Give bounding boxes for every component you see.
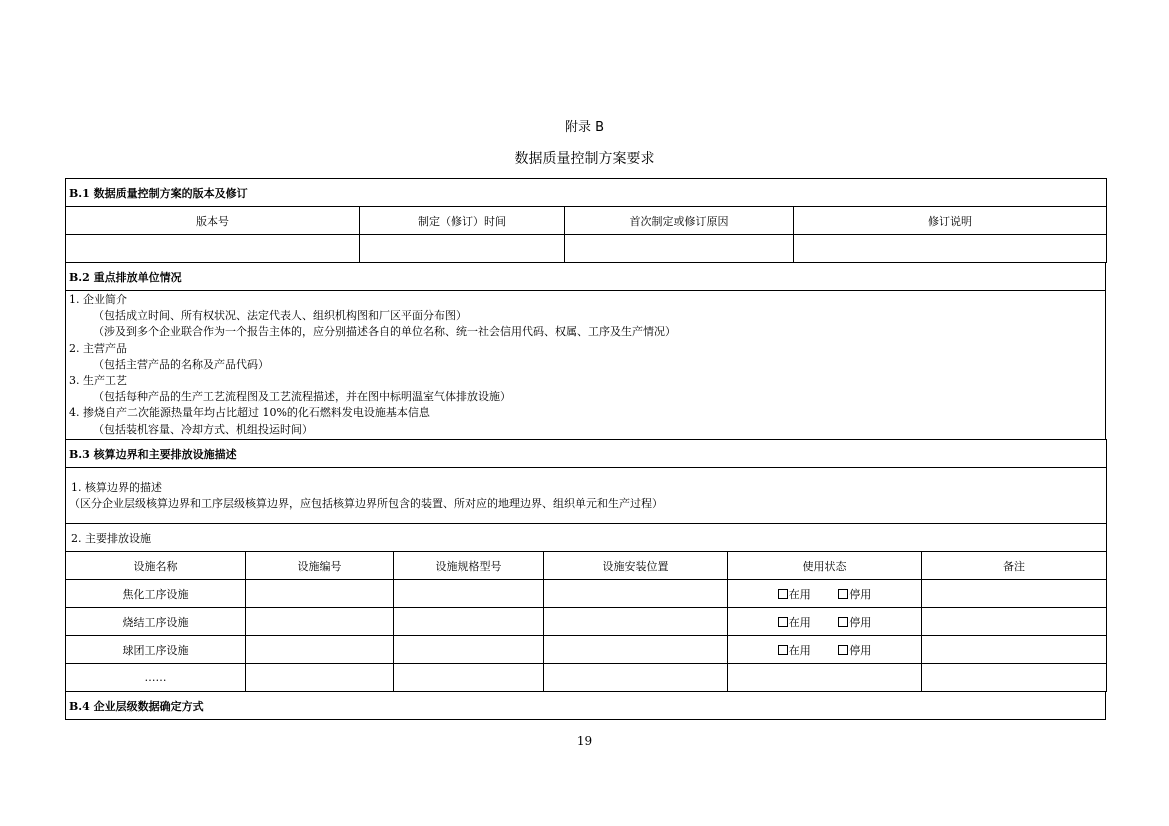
status-stopped-option[interactable]: 停用 xyxy=(838,642,871,658)
facility-status-cell[interactable] xyxy=(728,664,922,692)
b4-table xyxy=(65,691,1106,720)
b2-line: 1. 企业简介 xyxy=(69,293,127,306)
facility-status-cell xyxy=(728,580,922,608)
b2-line: 3. 生产工艺 xyxy=(69,374,127,388)
facility-status-cell xyxy=(728,636,922,664)
status-in-use-option[interactable]: 在用 xyxy=(778,642,811,658)
b2-line: （包括装机容量、冷却方式、机组投运时间） xyxy=(93,422,313,436)
facility-header-name: 设施名称 xyxy=(66,552,246,580)
facility-id-cell[interactable] xyxy=(246,580,394,608)
table-row xyxy=(66,580,1107,608)
b1-header-notes: 修订说明 xyxy=(794,207,1107,235)
checkbox-icon[interactable] xyxy=(838,617,848,627)
b4-section-title: B.4 企业层级数据确定方式 xyxy=(66,692,1106,720)
b3-boundary-heading: 1. 核算边界的描述 xyxy=(71,480,162,494)
b1-header-reason: 首次制定或修订原因 xyxy=(565,207,794,235)
status-stopped-option[interactable]: 停用 xyxy=(838,586,871,602)
facility-location-cell[interactable] xyxy=(544,580,728,608)
facility-header-location: 设施安装位置 xyxy=(544,552,728,580)
b1-header-time: 制定（修订）时间 xyxy=(360,207,565,235)
b2-line: （涉及到多个企业联合作为一个报告主体的，应分别描述各自的单位名称、统一社会信用代码、权属、工序及生产情况） xyxy=(93,325,676,339)
facility-location-cell[interactable] xyxy=(544,664,728,692)
facility-id-cell[interactable] xyxy=(246,608,394,636)
facility-model-cell[interactable] xyxy=(394,608,544,636)
b2-line: 4. 掺烧自产二次能源热量年均占比超过 10%的化石燃料发电设施基本信息 xyxy=(69,406,430,420)
b3-table xyxy=(65,439,1107,692)
b1-cell-reason[interactable] xyxy=(565,235,794,263)
b2-content xyxy=(66,291,1106,440)
status-in-use-option[interactable]: 在用 xyxy=(778,586,811,602)
status-in-use-option[interactable]: 在用 xyxy=(778,614,811,630)
checkbox-icon[interactable] xyxy=(778,617,788,627)
checkbox-icon[interactable] xyxy=(778,589,788,599)
b2-table xyxy=(65,262,1106,440)
facility-id-cell[interactable] xyxy=(246,636,394,664)
facility-model-cell[interactable] xyxy=(394,636,544,664)
facility-location-cell[interactable] xyxy=(544,636,728,664)
appendix-label: 附录 B xyxy=(564,120,605,135)
facility-header-id: 设施编号 xyxy=(246,552,394,580)
checkbox-icon[interactable] xyxy=(778,645,788,655)
facility-location-cell[interactable] xyxy=(544,608,728,636)
b1-cell-version[interactable] xyxy=(66,235,360,263)
b1-cell-time[interactable] xyxy=(360,235,565,263)
b2-section-title: B.2 重点排放单位情况 xyxy=(66,263,1106,291)
b2-line: （包括主营产品的名称及产品代码） xyxy=(93,357,269,371)
b2-line: （包括成立时间、所有权状况、法定代表人、组织机构图和厂区平面分布图） xyxy=(93,309,467,323)
table-row xyxy=(66,608,1107,636)
facility-header-model: 设施规格型号 xyxy=(394,552,544,580)
facility-header-status: 使用状态 xyxy=(728,552,922,580)
b1-table xyxy=(65,178,1107,263)
b3-facilities-label: 2. 主要排放设施 xyxy=(66,524,1107,552)
table-row xyxy=(66,664,1107,692)
facility-name: …… xyxy=(66,664,246,692)
b2-line: （包括每种产品的生产工艺流程图及工艺流程描述，并在图中标明温室气体排放设施） xyxy=(93,390,511,404)
page-number: 19 xyxy=(576,734,593,748)
facility-remarks-cell[interactable] xyxy=(922,608,1107,636)
b3-boundary-desc: （区分企业层级核算边界和工序层级核算边界，应包括核算边界所包含的装置、所对应的地理边界、组织单元和生产过程） xyxy=(69,496,663,510)
table-row xyxy=(66,636,1107,664)
facility-name: 焦化工序设施 xyxy=(66,580,246,608)
checkbox-icon[interactable] xyxy=(838,589,848,599)
b1-cell-notes[interactable] xyxy=(794,235,1107,263)
facility-status-cell xyxy=(728,608,922,636)
facility-remarks-cell[interactable] xyxy=(922,580,1107,608)
facility-header-remarks: 备注 xyxy=(922,552,1107,580)
facility-id-cell[interactable] xyxy=(246,664,394,692)
facility-name: 烧结工序设施 xyxy=(66,608,246,636)
facility-remarks-cell[interactable] xyxy=(922,636,1107,664)
facility-model-cell[interactable] xyxy=(394,580,544,608)
document-title: 数据质量控制方案要求 xyxy=(514,151,655,167)
form-container xyxy=(65,178,1106,720)
facility-remarks-cell[interactable] xyxy=(922,664,1107,692)
b3-boundary-content xyxy=(66,468,1107,524)
b1-section-title: B.1 数据质量控制方案的版本及修订 xyxy=(66,179,1107,207)
b3-section-title: B.3 核算边界和主要排放设施描述 xyxy=(66,440,1107,468)
checkbox-icon[interactable] xyxy=(838,645,848,655)
status-stopped-option[interactable]: 停用 xyxy=(838,614,871,630)
b1-header-version: 版本号 xyxy=(66,207,360,235)
facility-name: 球团工序设施 xyxy=(66,636,246,664)
b2-line: 2. 主营产品 xyxy=(69,341,127,355)
facility-model-cell[interactable] xyxy=(394,664,544,692)
